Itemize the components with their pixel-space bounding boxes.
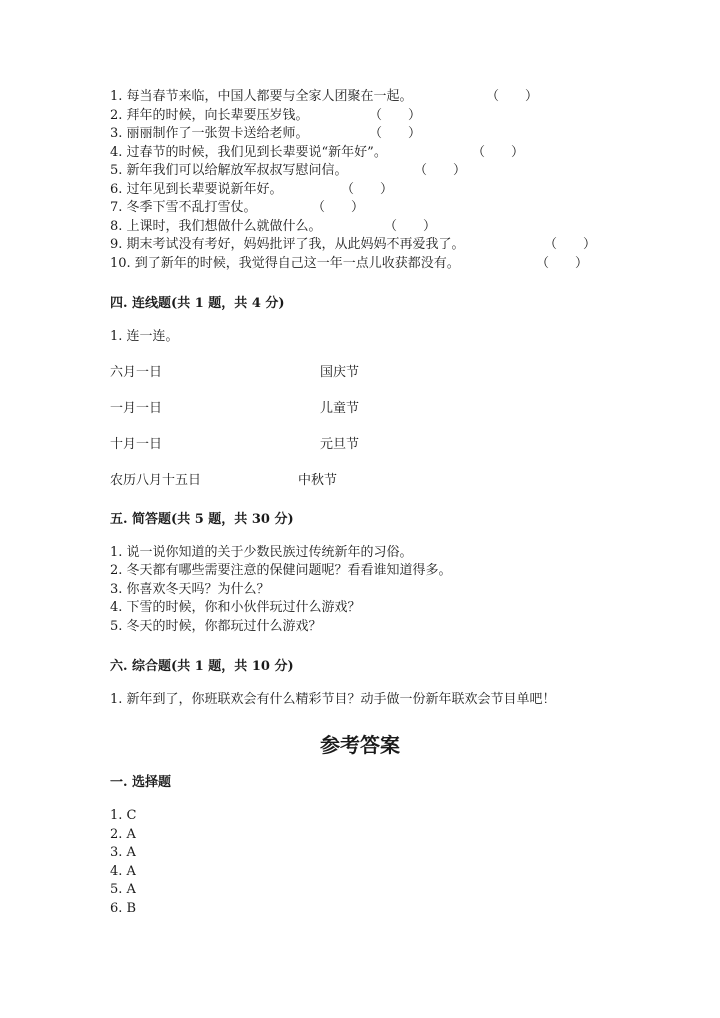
answers-section-heading: 一. 选择题 xyxy=(110,775,172,790)
judgement-item-2: 2. 拜年的时候，向长辈要压岁钱。 xyxy=(110,108,309,123)
section-4-heading: 四. 连线题(共 1 题，共 4 分) xyxy=(110,296,285,311)
matching-right-3[interactable]: 元旦节 xyxy=(320,437,360,452)
section-6-heading: 六. 综合题(共 1 题，共 10 分) xyxy=(110,659,294,674)
matching-left-4[interactable]: 农历八月十五日 xyxy=(110,473,202,488)
matching-question: 1. 连一连。 xyxy=(110,329,179,344)
answer-item-5: 5. A xyxy=(110,882,136,897)
judgement-item-7: 7. 冬季下雪不乱打雪仗。 xyxy=(110,200,257,215)
judgement-item-10: 10. 到了新年的时候，我觉得自己这一年一点儿收获都没有。 xyxy=(110,256,460,271)
short-answer-3: 3. 你喜欢冬天吗？为什么？ xyxy=(110,582,270,597)
answer-blank-7[interactable]: （ ） xyxy=(312,200,365,215)
judgement-item-4: 4. 过春节的时候，我们见到长辈要说“新年好”。 xyxy=(110,145,387,160)
answer-blank-4[interactable]: （ ） xyxy=(472,145,525,160)
answer-blank-9[interactable]: （ ） xyxy=(544,237,597,252)
judgement-item-9: 9. 期末考试没有考好，妈妈批评了我，从此妈妈不再爱我了。 xyxy=(110,237,465,252)
matching-right-1[interactable]: 国庆节 xyxy=(320,365,360,380)
section-5-heading: 五. 简答题(共 5 题，共 30 分) xyxy=(110,512,294,527)
judgement-item-6: 6. 过年见到长辈要说新年好。 xyxy=(110,182,283,197)
answer-item-6: 6. B xyxy=(110,901,137,916)
answer-blank-2[interactable]: （ ） xyxy=(369,108,422,123)
judgement-item-1: 1. 每当春节来临，中国人都要与全家人团聚在一起。 xyxy=(110,89,413,104)
short-answer-5: 5. 冬天的时候，你都玩过什么游戏？ xyxy=(110,619,322,634)
answers-title: 参考答案 xyxy=(320,733,400,757)
answer-blank-1[interactable]: （ ） xyxy=(486,89,539,104)
matching-right-2[interactable]: 儿童节 xyxy=(320,401,360,416)
judgement-item-5: 5. 新年我们可以给解放军叔叔写慰问信。 xyxy=(110,163,348,178)
matching-left-2[interactable]: 一月一日 xyxy=(110,401,163,416)
matching-left-1[interactable]: 六月一日 xyxy=(110,365,163,380)
judgement-item-8: 8. 上课时，我们想做什么就做什么。 xyxy=(110,219,322,234)
short-answer-4: 4. 下雪的时候，你和小伙伴玩过什么游戏？ xyxy=(110,600,361,615)
answer-blank-5[interactable]: （ ） xyxy=(414,163,467,178)
answer-blank-3[interactable]: （ ） xyxy=(369,126,422,141)
answer-item-3: 3. A xyxy=(110,845,136,860)
short-answer-2: 2. 冬天都有哪些需要注意的保健问题呢？看看谁知道得多。 xyxy=(110,563,452,578)
answer-item-1: 1. C xyxy=(110,808,137,823)
answer-blank-8[interactable]: （ ） xyxy=(384,219,437,234)
matching-right-4[interactable]: 中秋节 xyxy=(298,473,338,488)
answer-blank-6[interactable]: （ ） xyxy=(341,182,394,197)
matching-left-3[interactable]: 十月一日 xyxy=(110,437,163,452)
comprehensive-question: 1. 新年到了，你班联欢会有什么精彩节目？动手做一份新年联欢会节目单吧！ xyxy=(110,692,556,707)
answer-item-4: 4. A xyxy=(110,864,136,879)
judgement-item-3: 3. 丽丽制作了一张贺卡送给老师。 xyxy=(110,126,309,141)
answer-blank-10[interactable]: （ ） xyxy=(536,256,589,271)
answer-item-2: 2. A xyxy=(110,827,136,842)
short-answer-1: 1. 说一说你知道的关于少数民族过传统新年的习俗。 xyxy=(110,545,413,560)
